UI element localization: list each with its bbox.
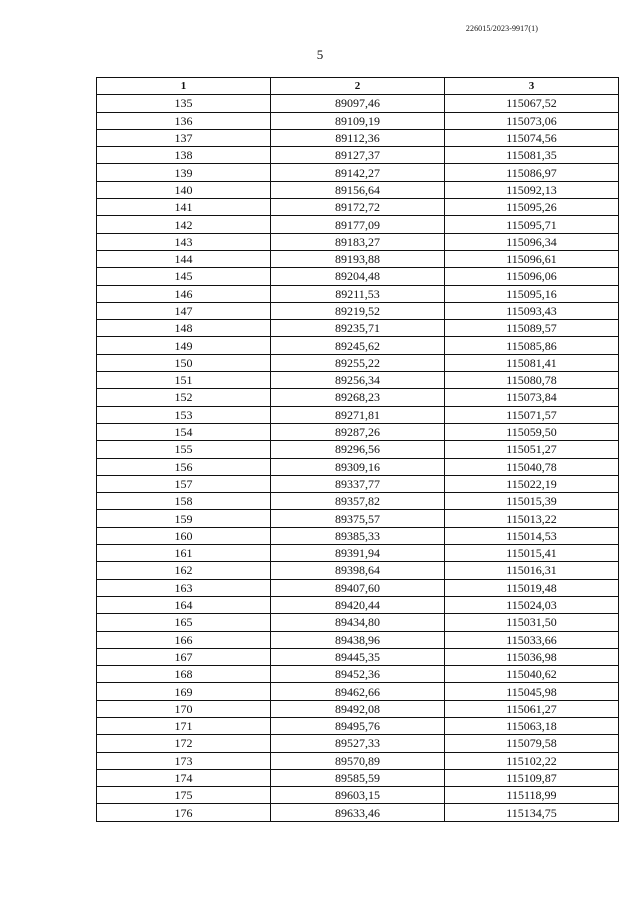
x-coordinate-cell: 89527,33 [271, 735, 445, 752]
table-row [97, 631, 619, 648]
x-coordinate-cell: 89398,64 [271, 562, 445, 579]
point-number-cell: 137 [97, 129, 271, 146]
x-coordinate-cell: 89357,82 [271, 493, 445, 510]
point-number-cell: 168 [97, 666, 271, 683]
point-number-cell: 150 [97, 354, 271, 371]
point-number-cell: 146 [97, 285, 271, 302]
point-number-cell: 152 [97, 389, 271, 406]
table-row [97, 164, 619, 181]
y-coordinate-cell: 115081,35 [445, 147, 619, 164]
x-coordinate-cell: 89142,27 [271, 164, 445, 181]
table-body [97, 95, 619, 821]
y-coordinate-cell: 115085,86 [445, 337, 619, 354]
y-coordinate-cell: 115045,98 [445, 683, 619, 700]
table-row [97, 320, 619, 337]
point-number-cell: 162 [97, 562, 271, 579]
x-coordinate-cell: 89211,53 [271, 285, 445, 302]
x-coordinate-cell: 89309,16 [271, 458, 445, 475]
x-coordinate-cell: 89109,19 [271, 112, 445, 129]
point-number-cell: 174 [97, 769, 271, 786]
x-coordinate-cell: 89633,46 [271, 804, 445, 821]
point-number-cell: 153 [97, 406, 271, 423]
point-number-cell: 139 [97, 164, 271, 181]
table-row [97, 423, 619, 440]
x-coordinate-cell: 89462,66 [271, 683, 445, 700]
x-coordinate-cell: 89204,48 [271, 268, 445, 285]
y-coordinate-cell: 115024,03 [445, 596, 619, 613]
x-coordinate-cell: 89570,89 [271, 752, 445, 769]
x-coordinate-cell: 89495,76 [271, 717, 445, 734]
y-coordinate-cell: 115031,50 [445, 614, 619, 631]
point-number-cell: 156 [97, 458, 271, 475]
table-row [97, 735, 619, 752]
y-coordinate-cell: 115096,34 [445, 233, 619, 250]
point-number-cell: 142 [97, 216, 271, 233]
y-coordinate-cell: 115095,26 [445, 199, 619, 216]
point-number-cell: 143 [97, 233, 271, 250]
y-coordinate-cell: 115073,06 [445, 112, 619, 129]
point-number-cell: 160 [97, 527, 271, 544]
y-coordinate-cell: 115036,98 [445, 648, 619, 665]
table-row [97, 112, 619, 129]
table-row [97, 389, 619, 406]
x-coordinate-cell: 89407,60 [271, 579, 445, 596]
table-row [97, 302, 619, 319]
point-number-cell: 172 [97, 735, 271, 752]
x-coordinate-cell: 89235,71 [271, 320, 445, 337]
table-row [97, 683, 619, 700]
table-row [97, 804, 619, 821]
x-coordinate-cell: 89375,57 [271, 510, 445, 527]
column-header: 2 [271, 78, 445, 95]
x-coordinate-cell: 89255,22 [271, 354, 445, 371]
x-coordinate-cell: 89391,94 [271, 545, 445, 562]
table-row [97, 354, 619, 371]
point-number-cell: 135 [97, 95, 271, 112]
x-coordinate-cell: 89245,62 [271, 337, 445, 354]
x-coordinate-cell: 89438,96 [271, 631, 445, 648]
table-row [97, 579, 619, 596]
point-number-cell: 163 [97, 579, 271, 596]
table-row [97, 717, 619, 734]
y-coordinate-cell: 115095,16 [445, 285, 619, 302]
point-number-cell: 169 [97, 683, 271, 700]
y-coordinate-cell: 115102,22 [445, 752, 619, 769]
coordinates-table [96, 77, 619, 822]
y-coordinate-cell: 115033,66 [445, 631, 619, 648]
x-coordinate-cell: 89183,27 [271, 233, 445, 250]
x-coordinate-cell: 89271,81 [271, 406, 445, 423]
table-row [97, 199, 619, 216]
table-row [97, 268, 619, 285]
y-coordinate-cell: 115040,62 [445, 666, 619, 683]
y-coordinate-cell: 115093,43 [445, 302, 619, 319]
table-row [97, 666, 619, 683]
table-row [97, 510, 619, 527]
table-row [97, 129, 619, 146]
y-coordinate-cell: 115016,31 [445, 562, 619, 579]
point-number-cell: 171 [97, 717, 271, 734]
y-coordinate-cell: 115014,53 [445, 527, 619, 544]
point-number-cell: 165 [97, 614, 271, 631]
x-coordinate-cell: 89268,23 [271, 389, 445, 406]
point-number-cell: 151 [97, 372, 271, 389]
y-coordinate-cell: 115071,57 [445, 406, 619, 423]
y-coordinate-cell: 115096,06 [445, 268, 619, 285]
table-row [97, 475, 619, 492]
column-header: 1 [97, 78, 271, 95]
table-header-row [97, 78, 619, 95]
point-number-cell: 155 [97, 441, 271, 458]
table-row [97, 233, 619, 250]
table-row [97, 596, 619, 613]
table-row [97, 458, 619, 475]
table-row [97, 614, 619, 631]
table-row [97, 95, 619, 112]
x-coordinate-cell: 89177,09 [271, 216, 445, 233]
point-number-cell: 147 [97, 302, 271, 319]
y-coordinate-cell: 115079,58 [445, 735, 619, 752]
point-number-cell: 154 [97, 423, 271, 440]
y-coordinate-cell: 115067,52 [445, 95, 619, 112]
y-coordinate-cell: 115022,19 [445, 475, 619, 492]
x-coordinate-cell: 89452,36 [271, 666, 445, 683]
point-number-cell: 159 [97, 510, 271, 527]
y-coordinate-cell: 115074,56 [445, 129, 619, 146]
point-number-cell: 176 [97, 804, 271, 821]
point-number-cell: 166 [97, 631, 271, 648]
y-coordinate-cell: 115081,41 [445, 354, 619, 371]
x-coordinate-cell: 89256,34 [271, 372, 445, 389]
x-coordinate-cell: 89127,37 [271, 147, 445, 164]
y-coordinate-cell: 115061,27 [445, 700, 619, 717]
point-number-cell: 138 [97, 147, 271, 164]
x-coordinate-cell: 89112,36 [271, 129, 445, 146]
y-coordinate-cell: 115015,41 [445, 545, 619, 562]
table-row [97, 216, 619, 233]
x-coordinate-cell: 89492,08 [271, 700, 445, 717]
x-coordinate-cell: 89156,64 [271, 181, 445, 198]
x-coordinate-cell: 89420,44 [271, 596, 445, 613]
x-coordinate-cell: 89193,88 [271, 250, 445, 267]
point-number-cell: 161 [97, 545, 271, 562]
table-row [97, 181, 619, 198]
y-coordinate-cell: 115096,61 [445, 250, 619, 267]
table-row [97, 441, 619, 458]
y-coordinate-cell: 115040,78 [445, 458, 619, 475]
y-coordinate-cell: 115051,27 [445, 441, 619, 458]
y-coordinate-cell: 115089,57 [445, 320, 619, 337]
y-coordinate-cell: 115134,75 [445, 804, 619, 821]
y-coordinate-cell: 115013,22 [445, 510, 619, 527]
point-number-cell: 148 [97, 320, 271, 337]
point-number-cell: 175 [97, 787, 271, 804]
table-row [97, 285, 619, 302]
y-coordinate-cell: 115073,84 [445, 389, 619, 406]
x-coordinate-cell: 89296,56 [271, 441, 445, 458]
point-number-cell: 167 [97, 648, 271, 665]
column-header: 3 [445, 78, 619, 95]
point-number-cell: 140 [97, 181, 271, 198]
y-coordinate-cell: 115015,39 [445, 493, 619, 510]
x-coordinate-cell: 89445,35 [271, 648, 445, 665]
table-row [97, 493, 619, 510]
y-coordinate-cell: 115118,99 [445, 787, 619, 804]
y-coordinate-cell: 115059,50 [445, 423, 619, 440]
point-number-cell: 144 [97, 250, 271, 267]
y-coordinate-cell: 115086,97 [445, 164, 619, 181]
point-number-cell: 145 [97, 268, 271, 285]
point-number-cell: 170 [97, 700, 271, 717]
x-coordinate-cell: 89603,15 [271, 787, 445, 804]
point-number-cell: 141 [97, 199, 271, 216]
document-id: 226015/2023-9917(1) [465, 24, 538, 33]
table-row [97, 372, 619, 389]
table-row [97, 337, 619, 354]
page-number: 5 [316, 47, 324, 62]
x-coordinate-cell: 89219,52 [271, 302, 445, 319]
y-coordinate-cell: 115095,71 [445, 216, 619, 233]
y-coordinate-cell: 115063,18 [445, 717, 619, 734]
table-row [97, 752, 619, 769]
y-coordinate-cell: 115109,87 [445, 769, 619, 786]
table-row [97, 527, 619, 544]
table-row [97, 648, 619, 665]
table-row [97, 769, 619, 786]
point-number-cell: 157 [97, 475, 271, 492]
table-row [97, 545, 619, 562]
table-row [97, 700, 619, 717]
table-row [97, 250, 619, 267]
x-coordinate-cell: 89172,72 [271, 199, 445, 216]
x-coordinate-cell: 89287,26 [271, 423, 445, 440]
point-number-cell: 158 [97, 493, 271, 510]
table-row [97, 406, 619, 423]
x-coordinate-cell: 89097,46 [271, 95, 445, 112]
point-number-cell: 149 [97, 337, 271, 354]
x-coordinate-cell: 89585,59 [271, 769, 445, 786]
point-number-cell: 164 [97, 596, 271, 613]
x-coordinate-cell: 89337,77 [271, 475, 445, 492]
x-coordinate-cell: 89434,80 [271, 614, 445, 631]
y-coordinate-cell: 115092,13 [445, 181, 619, 198]
table-row [97, 787, 619, 804]
table-row [97, 562, 619, 579]
y-coordinate-cell: 115080,78 [445, 372, 619, 389]
point-number-cell: 136 [97, 112, 271, 129]
x-coordinate-cell: 89385,33 [271, 527, 445, 544]
point-number-cell: 173 [97, 752, 271, 769]
y-coordinate-cell: 115019,48 [445, 579, 619, 596]
table-row [97, 147, 619, 164]
